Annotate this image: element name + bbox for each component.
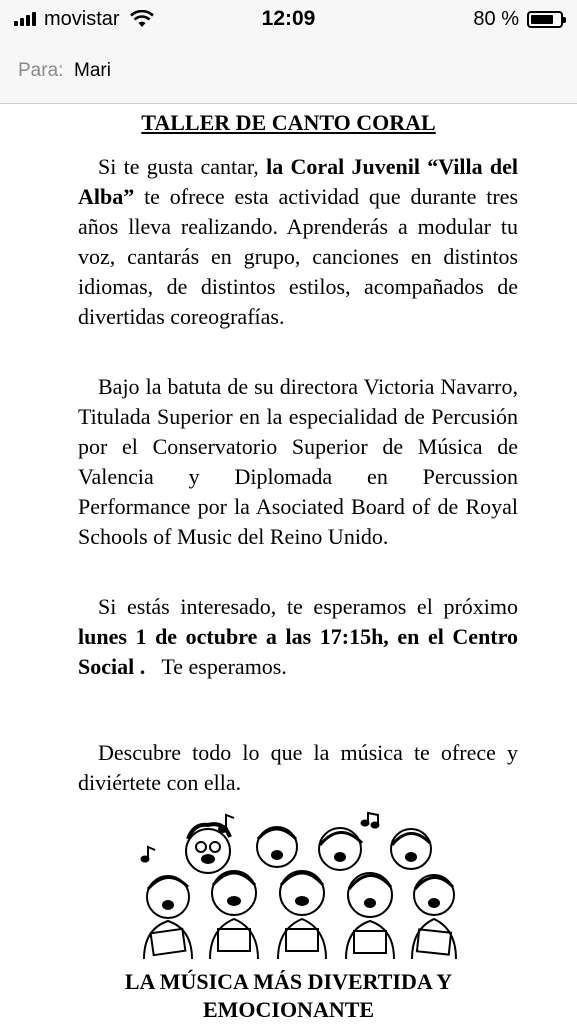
- closing-slogan: LA MÚSICA MÁS DIVERTIDA Y EMOCIONANTE: [124, 969, 453, 1022]
- paragraph-event-rest: Te esperamos.: [161, 654, 287, 679]
- carrier-name: movistar: [44, 8, 120, 30]
- paragraph-event: [78, 592, 518, 682]
- event-date-place: lunes 1 de octubre a las 17:15h, en el Centro Social .: [78, 624, 518, 679]
- paragraph-intro: [78, 152, 518, 332]
- paragraph-invite: Descubre todo lo que la música te ofrece y diviértete con ella.: [78, 740, 518, 795]
- choir-name: la Coral Juvenil “Villa del Alba”: [78, 154, 518, 209]
- choir-singers-illustration: [130, 809, 470, 964]
- paragraph-event-start: Si estás interesado, te esperamos el próximo: [98, 594, 518, 619]
- flyer-document: [0, 104, 577, 1024]
- paragraph-intro-start: Si te gusta cantar,: [98, 154, 259, 179]
- battery-percentage: 80 %: [473, 8, 519, 30]
- recipient-label: Para:: [18, 60, 64, 81]
- flyer-title: TALLER DE CANTO CORAL: [141, 110, 436, 135]
- battery-icon: [527, 11, 563, 28]
- paragraph-intro-rest: te ofrece esta actividad que durante tres años lleva realizando. Aprenderás a modular tu voz, cantarás en grupo, canciones en distintos idiomas, de distintos estilos, acompañados de divertidas coreografías.: [78, 184, 519, 329]
- status-bar: [0, 0, 577, 40]
- status-time: 12:09: [261, 7, 316, 30]
- recipient-bar[interactable]: [0, 40, 577, 104]
- recipient-name[interactable]: Mari: [74, 60, 111, 81]
- paragraph-director: Bajo la batuta de su directora Victoria Navarro, Titulada Superior en la especialidad de Percusión por el Conservatorio Superior de Música de Valencia y Diplomada en Percussion Performance por la Asociated Board of de Royal Schools of Music del Reino Unido.: [78, 374, 518, 549]
